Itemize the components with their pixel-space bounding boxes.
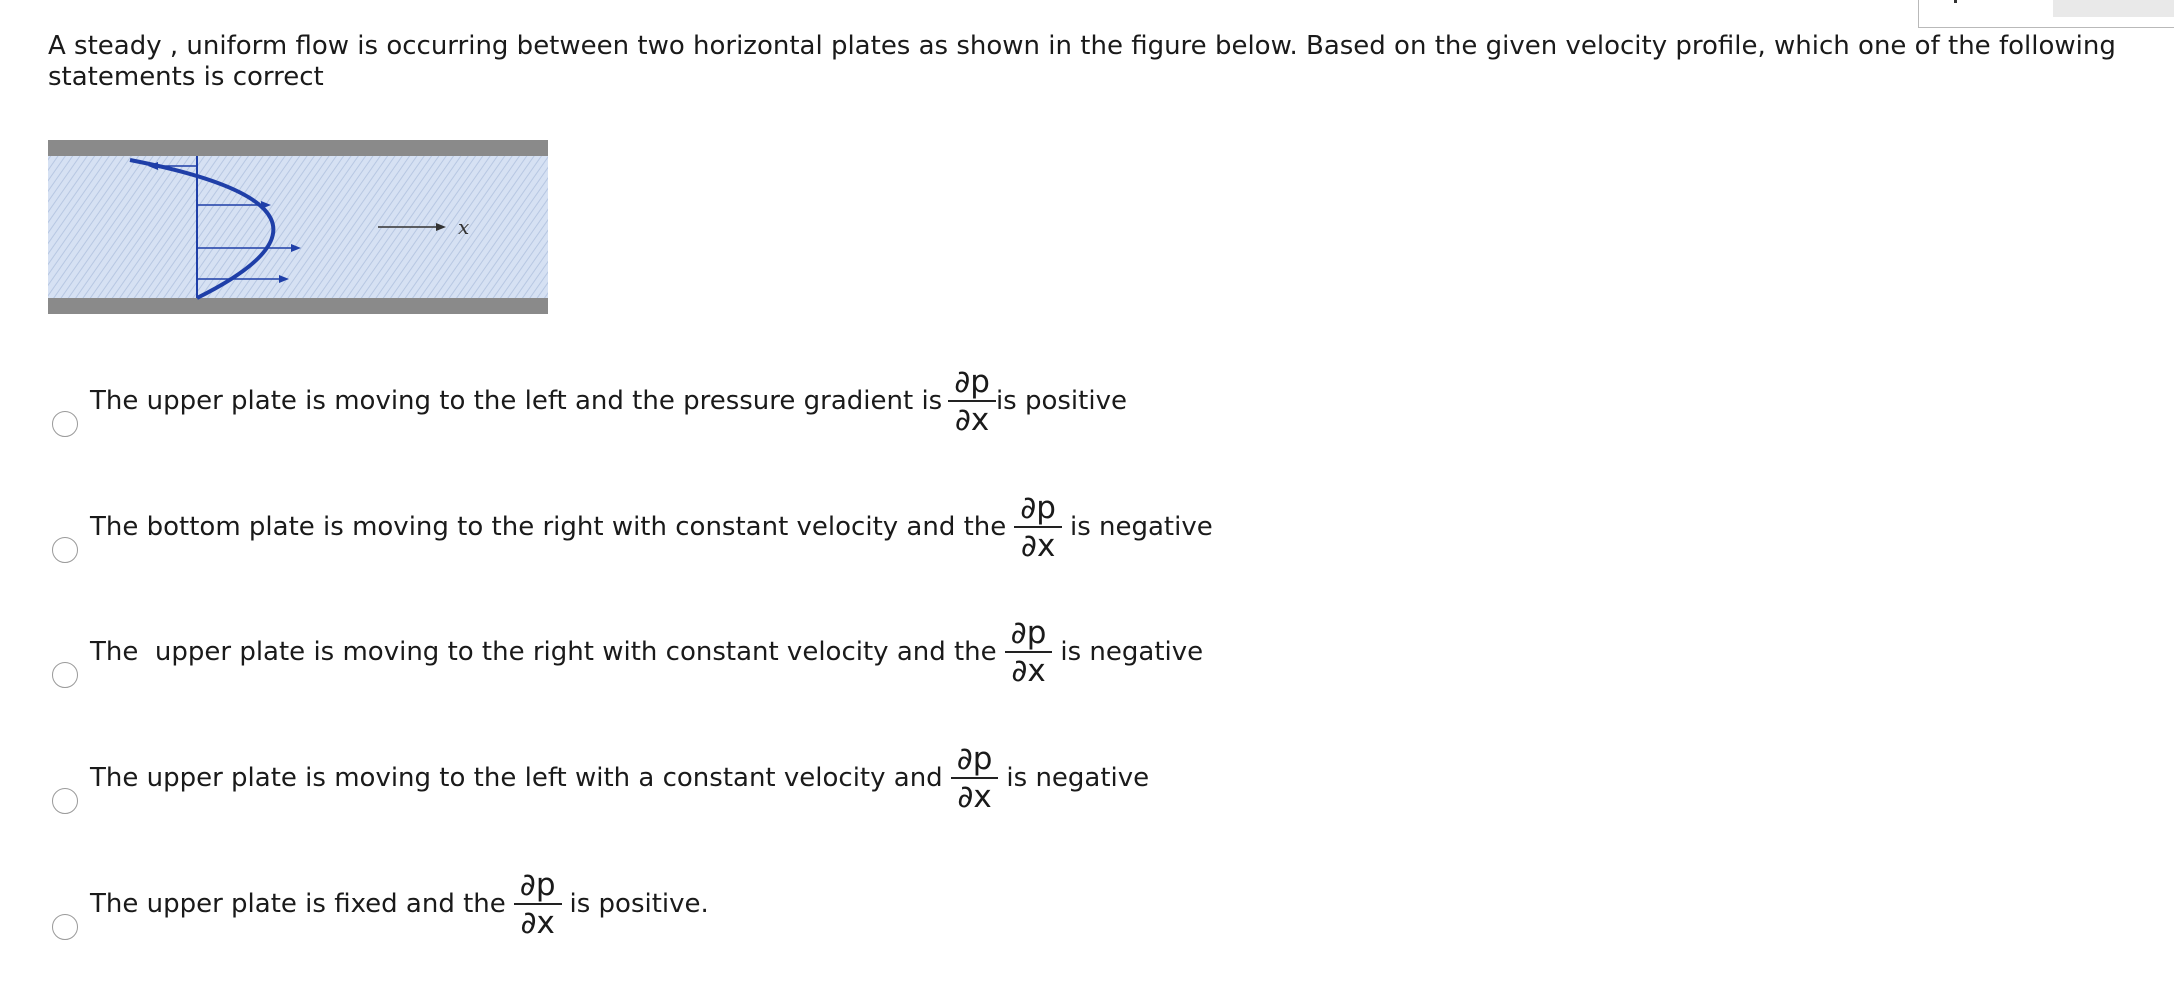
option-5-fraction bbox=[514, 867, 562, 941]
bottom-plate bbox=[48, 298, 548, 314]
option-4-fraction bbox=[951, 741, 999, 815]
option-3-radio[interactable] bbox=[52, 662, 78, 688]
option-3-text-before: The upper plate is moving to the right with constant velocity and the bbox=[90, 637, 997, 667]
option-4[interactable] bbox=[48, 733, 1648, 823]
option-5-text-before: The upper plate is fixed and the bbox=[90, 889, 506, 919]
option-1-label bbox=[90, 356, 1127, 446]
fraction-numerator: ∂p bbox=[1010, 615, 1047, 651]
option-4-radio[interactable] bbox=[52, 788, 78, 814]
option-5-text-after: is positive. bbox=[569, 889, 709, 919]
option-2-label bbox=[90, 482, 1213, 572]
panel-button[interactable] bbox=[2053, 0, 2174, 17]
x-axis-label: x bbox=[458, 215, 470, 239]
top-panel bbox=[1918, 0, 2174, 28]
fraction-numerator: ∂p bbox=[956, 741, 993, 777]
option-5-label bbox=[90, 859, 709, 949]
panel-marker bbox=[1954, 0, 1957, 3]
fraction-denominator: ∂x bbox=[1011, 653, 1046, 689]
option-3-text-after: is negative bbox=[1060, 637, 1204, 667]
option-4-text-before: The upper plate is moving to the left with a constant velocity and bbox=[90, 763, 943, 793]
option-5[interactable] bbox=[48, 859, 1648, 949]
option-2-fraction bbox=[1014, 490, 1062, 564]
fraction-numerator: ∂p bbox=[954, 364, 990, 400]
option-1-text-before: The upper plate is moving to the left and the pressure gradient is bbox=[90, 386, 943, 416]
option-2[interactable] bbox=[48, 482, 1648, 572]
option-1-radio[interactable] bbox=[52, 411, 78, 437]
option-2-text-before: The bottom plate is moving to the right with constant velocity and the bbox=[90, 512, 1007, 542]
question-text: A steady , uniform flow is occurring between two horizontal plates as shown in the figure below. Based on the given velocity profile, which one of the following statements is correct bbox=[48, 31, 2116, 92]
fraction-numerator: ∂p bbox=[519, 867, 556, 903]
option-2-radio[interactable] bbox=[52, 537, 78, 563]
velocity-profile-figure bbox=[48, 138, 548, 320]
fluid-region bbox=[48, 156, 548, 298]
fraction-denominator: ∂x bbox=[1020, 528, 1056, 564]
option-5-radio[interactable] bbox=[52, 914, 78, 940]
option-3-fraction bbox=[1005, 615, 1053, 689]
fraction-numerator: ∂p bbox=[1020, 490, 1056, 526]
option-1-fraction bbox=[948, 364, 996, 438]
option-1-text-after: is positive bbox=[995, 386, 1127, 416]
fraction-denominator: ∂x bbox=[957, 779, 992, 815]
option-1[interactable] bbox=[48, 356, 1648, 446]
option-3[interactable] bbox=[48, 607, 1648, 697]
upper-plate bbox=[48, 140, 548, 156]
fraction-denominator: ∂x bbox=[520, 905, 555, 941]
option-3-label bbox=[90, 607, 1203, 697]
fraction-denominator: ∂x bbox=[954, 402, 990, 438]
option-4-label bbox=[90, 733, 1149, 823]
option-2-text-after: is negative bbox=[1069, 512, 1213, 542]
option-4-text-after: is negative bbox=[1006, 763, 1150, 793]
